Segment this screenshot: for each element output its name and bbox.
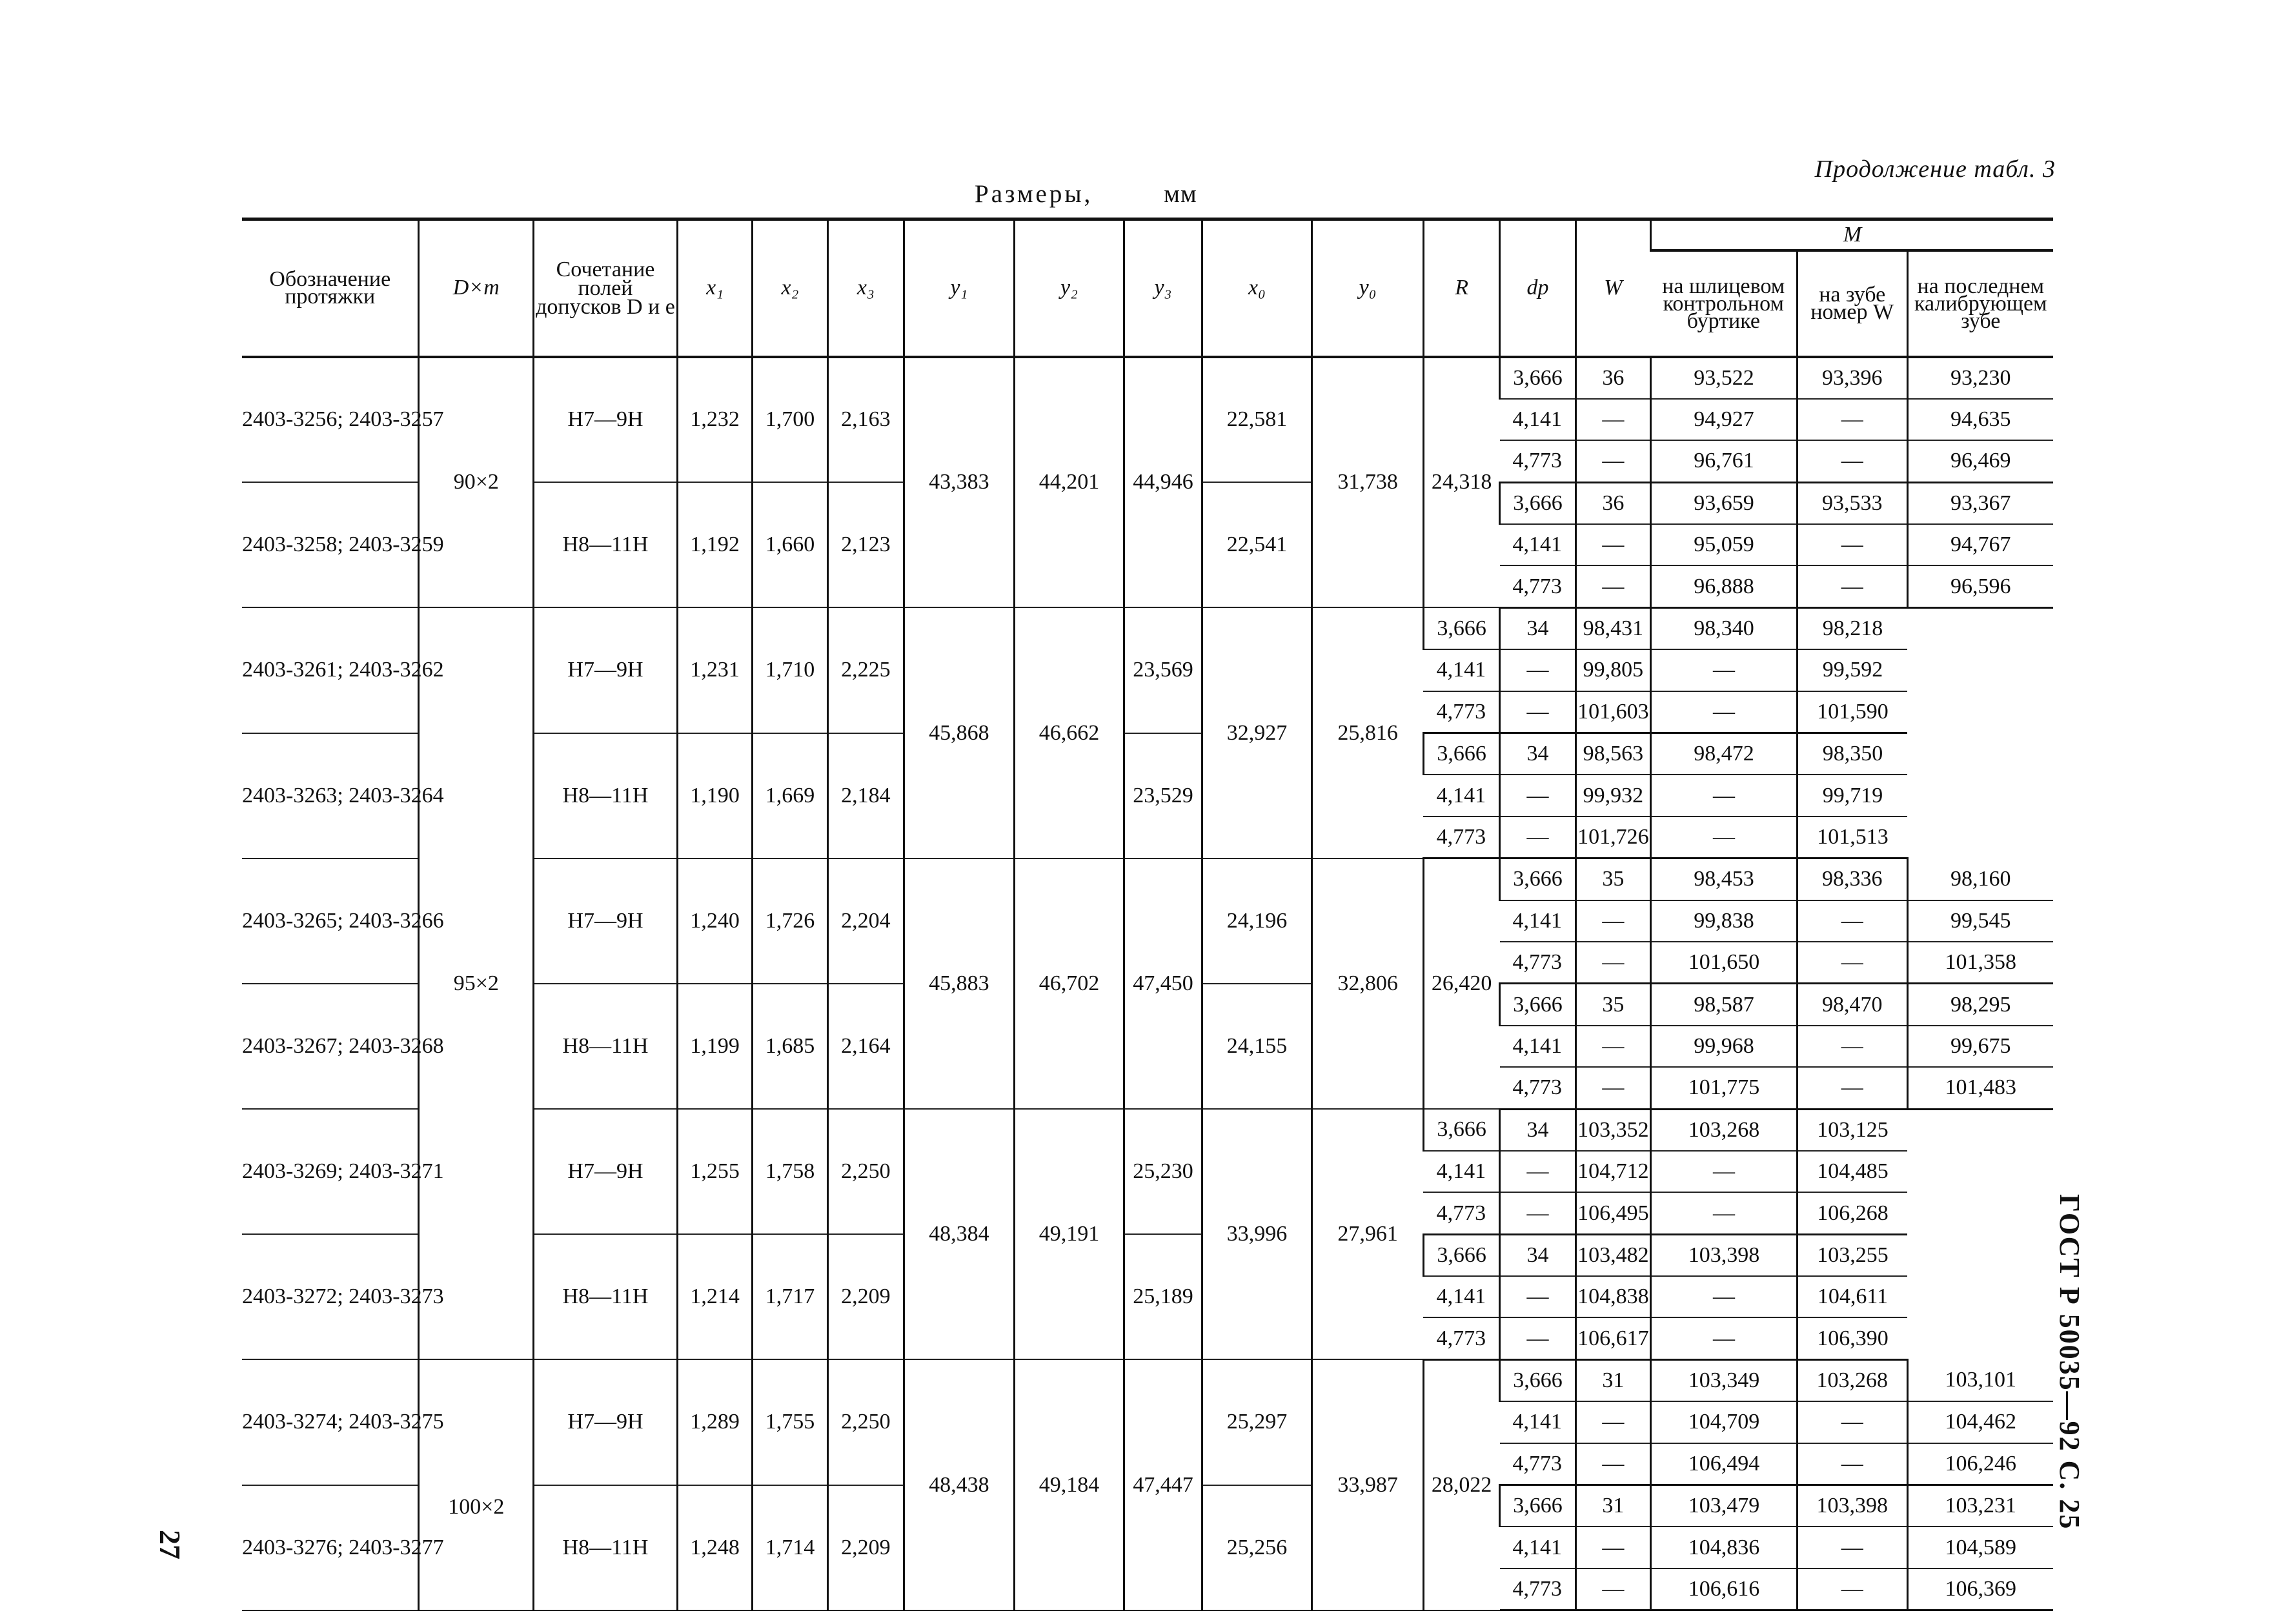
m-tooth-w-cell: 103,268 <box>1651 1109 1798 1151</box>
w-cell: — <box>1575 1443 1650 1485</box>
dp-cell: 4,141 <box>1500 1401 1575 1443</box>
designation-cell: 2403-3258; 2403-3259 <box>242 482 419 607</box>
m-tooth-w-cell: 98,336 <box>1797 858 1907 900</box>
m-collar-cell: 104,836 <box>1651 1527 1798 1568</box>
m-tooth-w-cell: 103,268 <box>1797 1359 1907 1401</box>
y2-cell: 49,184 <box>1014 1359 1124 1610</box>
m-tooth-w-cell: — <box>1651 691 1798 733</box>
m-last-tooth-cell: 101,358 <box>1907 942 2053 984</box>
fits-cell: H8—11H <box>534 1485 678 1610</box>
x1-cell: 1,231 <box>677 607 752 733</box>
x1-cell: 1,190 <box>677 733 752 858</box>
m-tooth-w-cell: — <box>1651 649 1798 691</box>
col-m-group: M <box>1651 219 2053 250</box>
col-m-last-tooth: на последнем калибрующем зубе <box>1907 250 2053 357</box>
m-last-tooth-cell: 104,589 <box>1907 1527 2053 1568</box>
fits-cell: H8—11H <box>534 733 678 858</box>
w-cell: — <box>1575 942 1650 984</box>
y3-cell: 44,946 <box>1124 357 1202 608</box>
designation-cell: 2403-3267; 2403-3268 <box>242 984 419 1109</box>
m-collar-cell: 99,932 <box>1575 775 1650 816</box>
m-tooth-w-cell: 103,398 <box>1797 1485 1907 1527</box>
col-y2: y₂ <box>1014 219 1124 357</box>
m-collar-cell: 106,494 <box>1651 1443 1798 1485</box>
m-tooth-w-cell: — <box>1797 1568 1907 1610</box>
m-last-tooth-cell: 99,719 <box>1797 775 1907 816</box>
fits-cell: H7—9H <box>534 357 678 483</box>
m-last-tooth-cell: 101,513 <box>1797 817 1907 858</box>
w-cell: 34 <box>1500 733 1575 775</box>
m-collar-cell: 101,726 <box>1575 817 1650 858</box>
m-last-tooth-cell: 101,483 <box>1907 1067 2053 1109</box>
m-collar-cell: 101,775 <box>1651 1067 1798 1109</box>
m-collar-cell: 98,563 <box>1575 733 1650 775</box>
r-cell: 28,022 <box>1423 1359 1499 1610</box>
m-collar-cell: 98,587 <box>1651 984 1798 1026</box>
x2-cell: 1,726 <box>753 858 827 984</box>
w-cell: — <box>1500 1276 1575 1317</box>
title-unit: мм <box>1164 180 1197 208</box>
m-last-tooth-cell: 101,590 <box>1797 691 1907 733</box>
x3-cell: 2,225 <box>827 607 904 733</box>
designation-cell: 2403-3272; 2403-3273 <box>242 1234 419 1359</box>
m-tooth-w-cell: — <box>1651 1317 1798 1359</box>
x1-cell: 1,289 <box>677 1359 752 1485</box>
dp-cell: 3,666 <box>1500 482 1575 524</box>
y0-cell: 31,738 <box>1312 357 1424 608</box>
x2-cell: 1,710 <box>753 607 827 733</box>
m-collar-cell: 103,479 <box>1651 1485 1798 1527</box>
w-cell: — <box>1575 1401 1650 1443</box>
m-tooth-w-cell: — <box>1797 900 1907 942</box>
dp-cell: 3,666 <box>1423 607 1499 649</box>
dp-cell: 4,773 <box>1500 565 1575 607</box>
m-tooth-w-cell: 93,396 <box>1797 357 1907 399</box>
dp-cell: 3,666 <box>1423 1234 1499 1276</box>
m-last-tooth-cell: 106,369 <box>1907 1568 2053 1610</box>
col-w: W <box>1575 219 1650 357</box>
w-cell: 34 <box>1500 607 1575 649</box>
m-tooth-w-cell: 98,470 <box>1797 984 1907 1026</box>
x3-cell: 2,184 <box>827 733 904 858</box>
x0-cell: 25,256 <box>1202 1485 1312 1610</box>
m-collar-cell: 104,709 <box>1651 1401 1798 1443</box>
w-cell: — <box>1500 817 1575 858</box>
dp-cell: 4,141 <box>1500 524 1575 565</box>
col-r: R <box>1423 219 1499 357</box>
x3-cell: 2,250 <box>827 1359 904 1485</box>
r-cell: 25,816 <box>1312 607 1424 858</box>
m-last-tooth-cell: 103,125 <box>1797 1109 1907 1151</box>
dp-cell: 4,141 <box>1500 399 1575 440</box>
m-tooth-w-cell: — <box>1797 942 1907 984</box>
w-cell: — <box>1575 565 1650 607</box>
dp-cell: 4,773 <box>1500 1568 1575 1610</box>
fits-cell: H8—11H <box>534 1234 678 1359</box>
y0-cell: 32,927 <box>1202 607 1312 858</box>
x2-cell: 1,755 <box>753 1359 827 1485</box>
w-cell: 35 <box>1575 858 1650 900</box>
y3-cell: 47,450 <box>1124 858 1202 1109</box>
w-cell: — <box>1575 1067 1650 1109</box>
dp-cell: 4,773 <box>1423 817 1499 858</box>
dp-cell: 4,773 <box>1500 942 1575 984</box>
w-cell: 31 <box>1575 1359 1650 1401</box>
m-collar-cell: 106,616 <box>1651 1568 1798 1610</box>
col-m-tooth-w: на зубе номер W <box>1797 250 1907 357</box>
w-cell: — <box>1575 440 1650 482</box>
m-tooth-w-cell: — <box>1797 1443 1907 1485</box>
y1-cell: 45,868 <box>904 607 1015 858</box>
designation-cell: 2403-3263; 2403-3264 <box>242 733 419 858</box>
m-collar-cell: 99,968 <box>1651 1026 1798 1067</box>
w-cell: 31 <box>1575 1485 1650 1527</box>
dp-cell: 4,141 <box>1423 775 1499 816</box>
x3-cell: 2,204 <box>827 858 904 984</box>
dp-cell: 3,666 <box>1500 1359 1575 1401</box>
y2-cell: 44,201 <box>1014 357 1124 608</box>
col-dm: D×m <box>419 219 534 357</box>
m-collar-cell: 103,482 <box>1575 1234 1650 1276</box>
x3-cell: 2,209 <box>827 1234 904 1359</box>
dp-cell: 4,773 <box>1423 1317 1499 1359</box>
m-tooth-w-cell: 98,340 <box>1651 607 1798 649</box>
x1-cell: 1,199 <box>677 984 752 1109</box>
m-last-tooth-cell: 93,230 <box>1907 357 2053 399</box>
x1-cell: 1,214 <box>677 1234 752 1359</box>
dp-cell: 4,773 <box>1423 691 1499 733</box>
w-cell: — <box>1575 1527 1650 1568</box>
x3-cell: 2,123 <box>827 482 904 607</box>
x3-cell: 2,163 <box>827 357 904 483</box>
title-text: Размеры, <box>975 180 1093 208</box>
col-x0: x₀ <box>1202 219 1312 357</box>
dp-cell: 4,773 <box>1500 1443 1575 1485</box>
x1-cell: 1,255 <box>677 1109 752 1234</box>
x0-cell: 23,569 <box>1124 607 1202 733</box>
m-last-tooth-cell: 94,767 <box>1907 524 2053 565</box>
m-last-tooth-cell: 99,592 <box>1797 649 1907 691</box>
m-collar-cell: 98,431 <box>1575 607 1650 649</box>
m-last-tooth-cell: 93,367 <box>1907 482 2053 524</box>
dm-cell: 90×2 <box>419 357 534 608</box>
designation-cell: 2403-3256; 2403-3257 <box>242 357 419 483</box>
m-collar-cell: 95,059 <box>1651 524 1798 565</box>
col-y3: y₃ <box>1124 219 1202 357</box>
dimensions-table <box>242 218 2053 1611</box>
col-x3: x₃ <box>827 219 904 357</box>
r-cell: 27,961 <box>1312 1109 1424 1359</box>
fits-cell: H8—11H <box>534 984 678 1109</box>
m-collar-cell: 94,927 <box>1651 399 1798 440</box>
x1-cell: 1,248 <box>677 1485 752 1610</box>
designation-cell: 2403-3276; 2403-3277 <box>242 1485 419 1610</box>
table-body <box>242 357 2053 1610</box>
m-last-tooth-cell: 103,231 <box>1907 1485 2053 1527</box>
table-row <box>242 607 2053 649</box>
x0-cell: 22,541 <box>1202 482 1312 607</box>
m-collar-cell: 103,352 <box>1575 1109 1650 1151</box>
x0-cell: 25,189 <box>1124 1234 1202 1359</box>
m-tooth-w-cell: — <box>1797 1026 1907 1067</box>
x0-cell: 23,529 <box>1124 733 1202 858</box>
table-row <box>242 357 2053 399</box>
dp-cell: 3,666 <box>1423 733 1499 775</box>
m-collar-cell: 93,659 <box>1651 482 1798 524</box>
w-cell: — <box>1500 691 1575 733</box>
dp-cell: 3,666 <box>1500 1485 1575 1527</box>
w-cell: — <box>1575 900 1650 942</box>
dp-cell: 4,141 <box>1500 900 1575 942</box>
m-collar-cell: 103,349 <box>1651 1359 1798 1401</box>
designation-cell: 2403-3265; 2403-3266 <box>242 858 419 984</box>
x3-cell: 2,209 <box>827 1485 904 1610</box>
col-fits: Сочетание полей допусков D и e <box>534 219 678 357</box>
x0-cell: 25,297 <box>1202 1359 1312 1485</box>
dp-cell: 3,666 <box>1500 858 1575 900</box>
table-row <box>242 1359 2053 1401</box>
m-last-tooth-cell: 106,246 <box>1907 1443 2053 1485</box>
m-last-tooth-cell: 103,101 <box>1907 1359 2053 1401</box>
w-cell: 35 <box>1575 984 1650 1026</box>
dp-cell: 4,141 <box>1500 1026 1575 1067</box>
m-last-tooth-cell: 99,675 <box>1907 1026 2053 1067</box>
m-tooth-w-cell: — <box>1651 1192 1798 1234</box>
y1-cell: 45,883 <box>904 858 1015 1109</box>
m-tooth-w-cell: — <box>1797 1067 1907 1109</box>
x1-cell: 1,232 <box>677 357 752 483</box>
m-collar-cell: 93,522 <box>1651 357 1798 399</box>
r-cell: 24,318 <box>1423 357 1499 608</box>
m-collar-cell: 106,617 <box>1575 1317 1650 1359</box>
w-cell: — <box>1500 1192 1575 1234</box>
m-collar-cell: 101,603 <box>1575 691 1650 733</box>
y1-cell: 48,438 <box>904 1359 1015 1610</box>
y0-cell: 32,806 <box>1312 858 1424 1109</box>
dp-cell: 4,773 <box>1500 1067 1575 1109</box>
dm-cell: 100×2 <box>419 1359 534 1610</box>
m-last-tooth-cell: 104,611 <box>1797 1276 1907 1317</box>
m-tooth-w-cell: — <box>1797 565 1907 607</box>
x0-cell: 24,155 <box>1202 984 1312 1109</box>
m-tooth-w-cell: — <box>1651 817 1798 858</box>
m-tooth-w-cell: — <box>1651 1151 1798 1192</box>
dp-cell: 4,141 <box>1500 1527 1575 1568</box>
dp-cell: 4,773 <box>1500 440 1575 482</box>
x3-cell: 2,250 <box>827 1109 904 1234</box>
fits-cell: H7—9H <box>534 1359 678 1485</box>
dp-cell: 3,666 <box>1500 357 1575 399</box>
table-continuation-label: Продолжение табл. 3 <box>1814 156 2056 183</box>
m-last-tooth-cell: 98,350 <box>1797 733 1907 775</box>
y2-cell: 49,191 <box>1014 1109 1124 1359</box>
w-cell: — <box>1500 1151 1575 1192</box>
w-cell: 36 <box>1575 357 1650 399</box>
page-number: 27 <box>154 1530 187 1559</box>
m-collar-cell: 104,838 <box>1575 1276 1650 1317</box>
w-cell: 34 <box>1500 1234 1575 1276</box>
m-tooth-w-cell: — <box>1797 399 1907 440</box>
designation-cell: 2403-3269; 2403-3271 <box>242 1109 419 1234</box>
m-tooth-w-cell: 98,472 <box>1651 733 1798 775</box>
m-last-tooth-cell: 106,268 <box>1797 1192 1907 1234</box>
y3-cell: 47,447 <box>1124 1359 1202 1610</box>
y0-cell: 33,996 <box>1202 1109 1312 1359</box>
w-cell: 36 <box>1575 482 1650 524</box>
m-collar-cell: 101,650 <box>1651 942 1798 984</box>
m-collar-cell: 96,888 <box>1651 565 1798 607</box>
y1-cell: 43,383 <box>904 357 1015 608</box>
dp-cell: 4,141 <box>1423 1151 1499 1192</box>
dm-cell: 95×2 <box>419 607 534 1359</box>
m-tooth-w-cell: 93,533 <box>1797 482 1907 524</box>
m-collar-cell: 99,838 <box>1651 900 1798 942</box>
m-last-tooth-cell: 98,218 <box>1797 607 1907 649</box>
m-last-tooth-cell: 99,545 <box>1907 900 2053 942</box>
m-last-tooth-cell: 98,295 <box>1907 984 2053 1026</box>
x1-cell: 1,240 <box>677 858 752 984</box>
dp-cell: 3,666 <box>1500 984 1575 1026</box>
w-cell: 34 <box>1500 1109 1575 1151</box>
w-cell: — <box>1575 524 1650 565</box>
fits-cell: H7—9H <box>534 607 678 733</box>
w-cell: — <box>1500 649 1575 691</box>
x0-cell: 22,581 <box>1202 357 1312 483</box>
x2-cell: 1,669 <box>753 733 827 858</box>
x2-cell: 1,714 <box>753 1485 827 1610</box>
fits-cell: H7—9H <box>534 858 678 984</box>
r-cell: 26,420 <box>1423 858 1499 1109</box>
w-cell: — <box>1575 1026 1650 1067</box>
col-dp: dp <box>1500 219 1575 357</box>
y0-cell: 33,987 <box>1312 1359 1424 1610</box>
w-cell: — <box>1500 1317 1575 1359</box>
fits-cell: H7—9H <box>534 1109 678 1234</box>
w-cell: — <box>1575 1568 1650 1610</box>
dp-cell: 3,666 <box>1423 1109 1499 1151</box>
x2-cell: 1,717 <box>753 1234 827 1359</box>
m-tooth-w-cell: — <box>1651 775 1798 816</box>
x2-cell: 1,758 <box>753 1109 827 1234</box>
x2-cell: 1,660 <box>753 482 827 607</box>
x0-cell: 24,196 <box>1202 858 1312 984</box>
col-m-collar: на шлицевом контрольном буртике <box>1651 250 1798 357</box>
m-last-tooth-cell: 98,160 <box>1907 858 2053 900</box>
m-collar-cell: 98,453 <box>1651 858 1798 900</box>
m-tooth-w-cell: — <box>1797 524 1907 565</box>
col-designation: Обозначение протяжки <box>242 219 419 357</box>
x2-cell: 1,685 <box>753 984 827 1109</box>
m-last-tooth-cell: 96,596 <box>1907 565 2053 607</box>
table-title <box>975 179 1197 208</box>
col-y1: y₁ <box>904 219 1015 357</box>
m-collar-cell: 96,761 <box>1651 440 1798 482</box>
x2-cell: 1,700 <box>753 357 827 483</box>
m-last-tooth-cell: 103,255 <box>1797 1234 1907 1276</box>
col-y0: y₀ <box>1312 219 1424 357</box>
col-x1: x₁ <box>677 219 752 357</box>
m-tooth-w-cell: — <box>1797 440 1907 482</box>
y1-cell: 48,384 <box>904 1109 1015 1359</box>
x3-cell: 2,164 <box>827 984 904 1109</box>
dp-cell: 4,773 <box>1423 1192 1499 1234</box>
designation-cell: 2403-3274; 2403-3275 <box>242 1359 419 1485</box>
dp-cell: 4,141 <box>1423 649 1499 691</box>
w-cell: — <box>1500 775 1575 816</box>
y2-cell: 46,702 <box>1014 858 1124 1109</box>
fits-cell: H8—11H <box>534 482 678 607</box>
m-last-tooth-cell: 104,462 <box>1907 1401 2053 1443</box>
m-last-tooth-cell: 104,485 <box>1797 1151 1907 1192</box>
m-tooth-w-cell: — <box>1651 1276 1798 1317</box>
y2-cell: 46,662 <box>1014 607 1124 858</box>
m-last-tooth-cell: 96,469 <box>1907 440 2053 482</box>
x0-cell: 25,230 <box>1124 1109 1202 1234</box>
dp-cell: 4,141 <box>1423 1276 1499 1317</box>
m-tooth-w-cell: 103,398 <box>1651 1234 1798 1276</box>
w-cell: — <box>1575 399 1650 440</box>
m-last-tooth-cell: 106,390 <box>1797 1317 1907 1359</box>
m-collar-cell: 104,712 <box>1575 1151 1650 1192</box>
col-x2: x₂ <box>753 219 827 357</box>
x1-cell: 1,192 <box>677 482 752 607</box>
designation-cell: 2403-3261; 2403-3262 <box>242 607 419 733</box>
m-collar-cell: 99,805 <box>1575 649 1650 691</box>
m-collar-cell: 106,495 <box>1575 1192 1650 1234</box>
m-last-tooth-cell: 94,635 <box>1907 399 2053 440</box>
m-tooth-w-cell: — <box>1797 1527 1907 1568</box>
standard-code: ГОСТ Р 50035—92 С. 25 <box>2054 1194 2085 1530</box>
m-tooth-w-cell: — <box>1797 1401 1907 1443</box>
